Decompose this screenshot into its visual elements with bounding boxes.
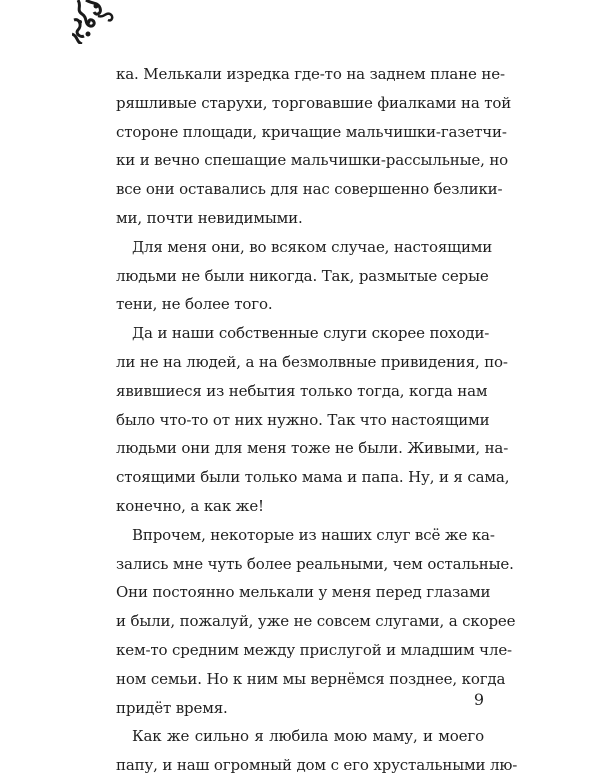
paragraph bbox=[116, 319, 510, 521]
text-line: людьми они для меня тоже не были. Живыми, на- bbox=[116, 439, 509, 458]
text-line: Они постоянно мелькали у меня перед глазами bbox=[116, 583, 491, 602]
text-line: тени, не более того. bbox=[116, 295, 273, 314]
text-line: Как же сильно я любила мою маму, и моего bbox=[132, 727, 484, 746]
text-line: стороне площади, кричащие мальчишки-газетчи- bbox=[116, 122, 507, 141]
text-line: явившиеся из небытия только тогда, когда нам bbox=[116, 381, 488, 400]
floral-ornament-icon bbox=[72, 0, 116, 44]
paragraph bbox=[116, 60, 512, 233]
text-line: людьми не были никогда. Так, размытые серые bbox=[116, 266, 489, 285]
text-line: было что-то от них нужно. Так что настоящими bbox=[116, 410, 490, 429]
text-line: зались мне чуть более реальными, чем остальные. bbox=[116, 554, 514, 573]
paragraph bbox=[116, 233, 493, 319]
text-line: Для меня они, во всяком случае, настоящими bbox=[132, 237, 493, 256]
text-line: ки и вечно спешащие мальчишки-рассыльные, но bbox=[116, 151, 509, 170]
text-line: ряшливые старухи, торговавшие фиалками на той bbox=[116, 93, 512, 112]
text-line: и были, пожалуй, уже не совсем слугами, а скорее bbox=[116, 612, 516, 631]
text-line: папу, и наш огромный дом с его хрустальными лю- bbox=[116, 756, 518, 775]
paragraph bbox=[116, 521, 516, 723]
text-line: все они оставались для нас совершенно безлики- bbox=[116, 180, 503, 199]
text-line: кем-то средним между прислугой и младшим чле- bbox=[116, 640, 512, 659]
text-line: Да и наши собственные слуги скорее походи- bbox=[132, 324, 490, 343]
body-text bbox=[116, 60, 518, 780]
text-line: ка. Мелькали изредка где-то на заднем плане не- bbox=[116, 65, 505, 83]
text-line: стоящими были только мама и папа. Ну, и я сама, bbox=[116, 468, 510, 487]
text-line: придёт время. bbox=[116, 698, 228, 717]
text-line: ми, почти невидимыми. bbox=[116, 208, 303, 227]
page-number: 9 bbox=[473, 690, 484, 709]
text-line: Впрочем, некоторые из наших слуг всё же ка- bbox=[132, 525, 495, 544]
text-line: ли не на людей, а на безмолвные привидения, по- bbox=[116, 352, 508, 371]
paragraph bbox=[116, 722, 518, 780]
text-line: ном семьи. Но к ним мы вернёмся позднее, когда bbox=[116, 669, 506, 688]
text-line: конечно, а как же! bbox=[116, 496, 264, 515]
